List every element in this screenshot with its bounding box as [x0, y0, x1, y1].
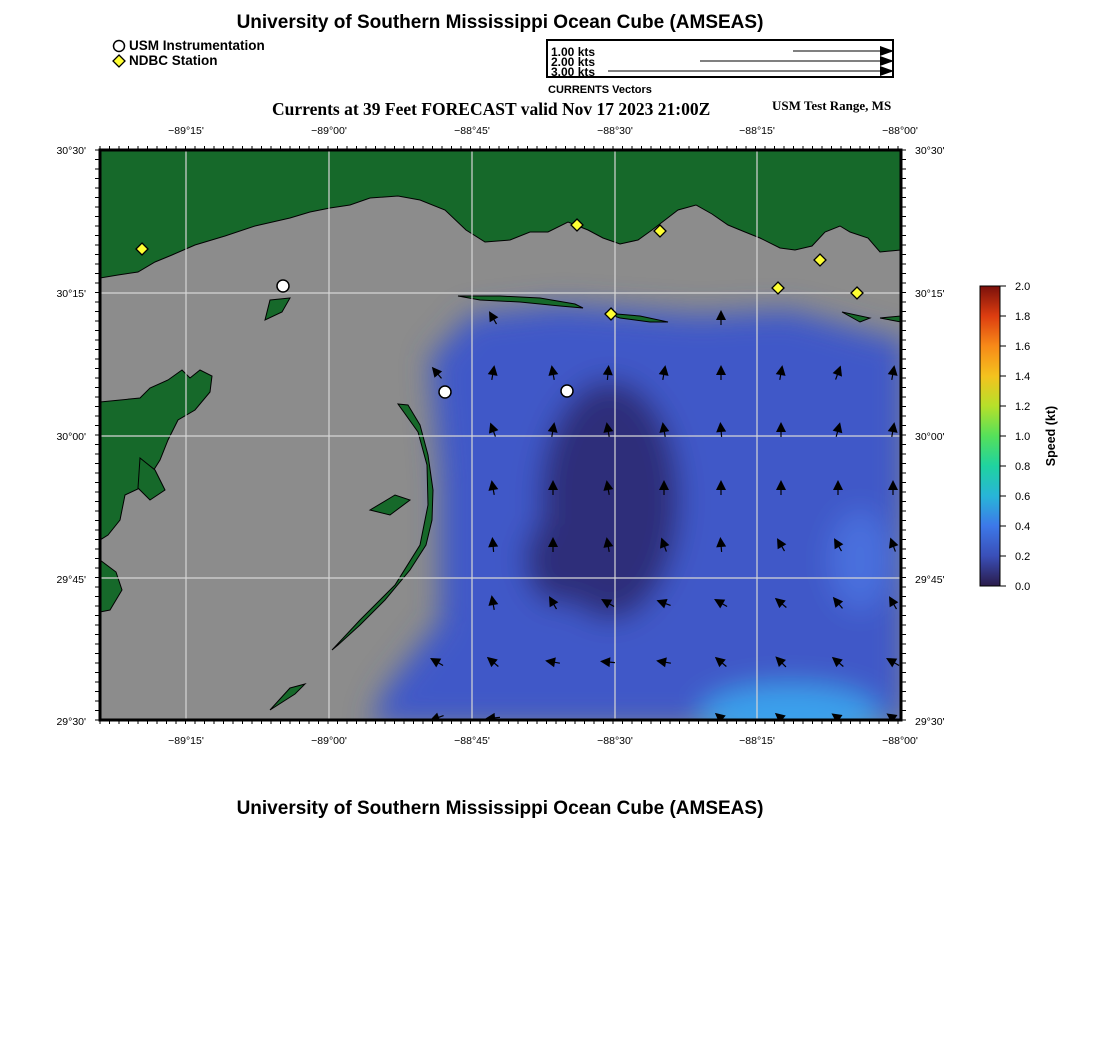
- lat-label: 29°30': [915, 716, 945, 728]
- colorbar-gradient: [980, 286, 1000, 586]
- lon-label: −88°30': [597, 735, 633, 747]
- colorbar-tick-label: 2.0: [1015, 281, 1031, 293]
- usm-station-marker: [439, 386, 451, 398]
- lat-label: 29°45': [56, 574, 86, 586]
- lon-labels-top: [168, 125, 918, 137]
- location-label: USM Test Range, MS: [772, 98, 892, 113]
- colorbar-tick-label: 1.6: [1015, 341, 1031, 353]
- vector-key-caption: CURRENTS Vectors: [548, 84, 652, 96]
- colorbar-tick-label: 1.0: [1015, 431, 1031, 443]
- vector-key-label-3: 3.00 kts: [551, 65, 596, 79]
- map-subtitle: Currents at 39 Feet FORECAST valid Nov 17 2023 21:00Z: [272, 99, 711, 119]
- lon-label: −88°00': [882, 735, 918, 747]
- lat-label: 30°00': [915, 431, 945, 443]
- vector-key-label-2: 2.00 kts: [551, 55, 596, 69]
- colorbar-tick-label: 0.0: [1015, 581, 1031, 593]
- colorbar-axis-label: Speed (kt): [1044, 405, 1058, 467]
- colorbar-tick-label: 1.4: [1015, 371, 1031, 383]
- lon-label: −88°15': [739, 735, 775, 747]
- lon-label: −89°00': [311, 735, 347, 747]
- footer-title: University of Southern Mississippi Ocean Cube (AMSEAS): [236, 798, 764, 819]
- colorbar-tick-label: 1.2: [1015, 401, 1031, 413]
- colorbar-tick-label: 1.8: [1015, 311, 1031, 323]
- lat-label: 30°30': [915, 145, 945, 157]
- colorbar-tick-label: 0.6: [1015, 491, 1031, 503]
- lon-label: −89°15': [168, 125, 204, 137]
- lon-label: −89°15': [168, 735, 204, 747]
- usm-station-marker: [561, 385, 573, 397]
- speed-colorbar: [980, 281, 1058, 593]
- lon-label: −89°00': [311, 125, 347, 137]
- page-title: University of Southern Mississippi Ocean Cube (AMSEAS): [236, 12, 764, 33]
- lat-label: 30°15': [915, 288, 945, 300]
- lon-label: −88°00': [882, 125, 918, 137]
- lat-label: 30°00': [56, 431, 86, 443]
- colorbar-tick-labels: [1015, 281, 1030, 593]
- map-area: [100, 150, 905, 745]
- lat-labels-right: [915, 145, 945, 728]
- lat-label: 29°30': [56, 716, 86, 728]
- current-speed-field: [370, 305, 905, 745]
- colorbar-tick-label: 0.2: [1015, 551, 1031, 563]
- lat-labels-left: [56, 145, 86, 728]
- colorbar-tick-label: 0.8: [1015, 461, 1031, 473]
- legend-usm-label: USM Instrumentation: [129, 38, 265, 53]
- colorbar-tick-label: 0.4: [1015, 521, 1031, 533]
- usm-station-marker: [277, 280, 289, 292]
- lon-label: −88°45': [454, 735, 490, 747]
- lat-label: 29°45': [915, 574, 945, 586]
- lon-label: −88°45': [454, 125, 490, 137]
- vector-key-label-1: 1.00 kts: [551, 45, 596, 59]
- lat-label: 30°15': [56, 288, 86, 300]
- lon-label: −88°30': [597, 125, 633, 137]
- lon-labels-bottom: [168, 735, 918, 747]
- lon-label: −88°15': [739, 125, 775, 137]
- lat-label: 30°30': [56, 145, 86, 157]
- legend-ndbc-label: NDBC Station: [129, 53, 218, 68]
